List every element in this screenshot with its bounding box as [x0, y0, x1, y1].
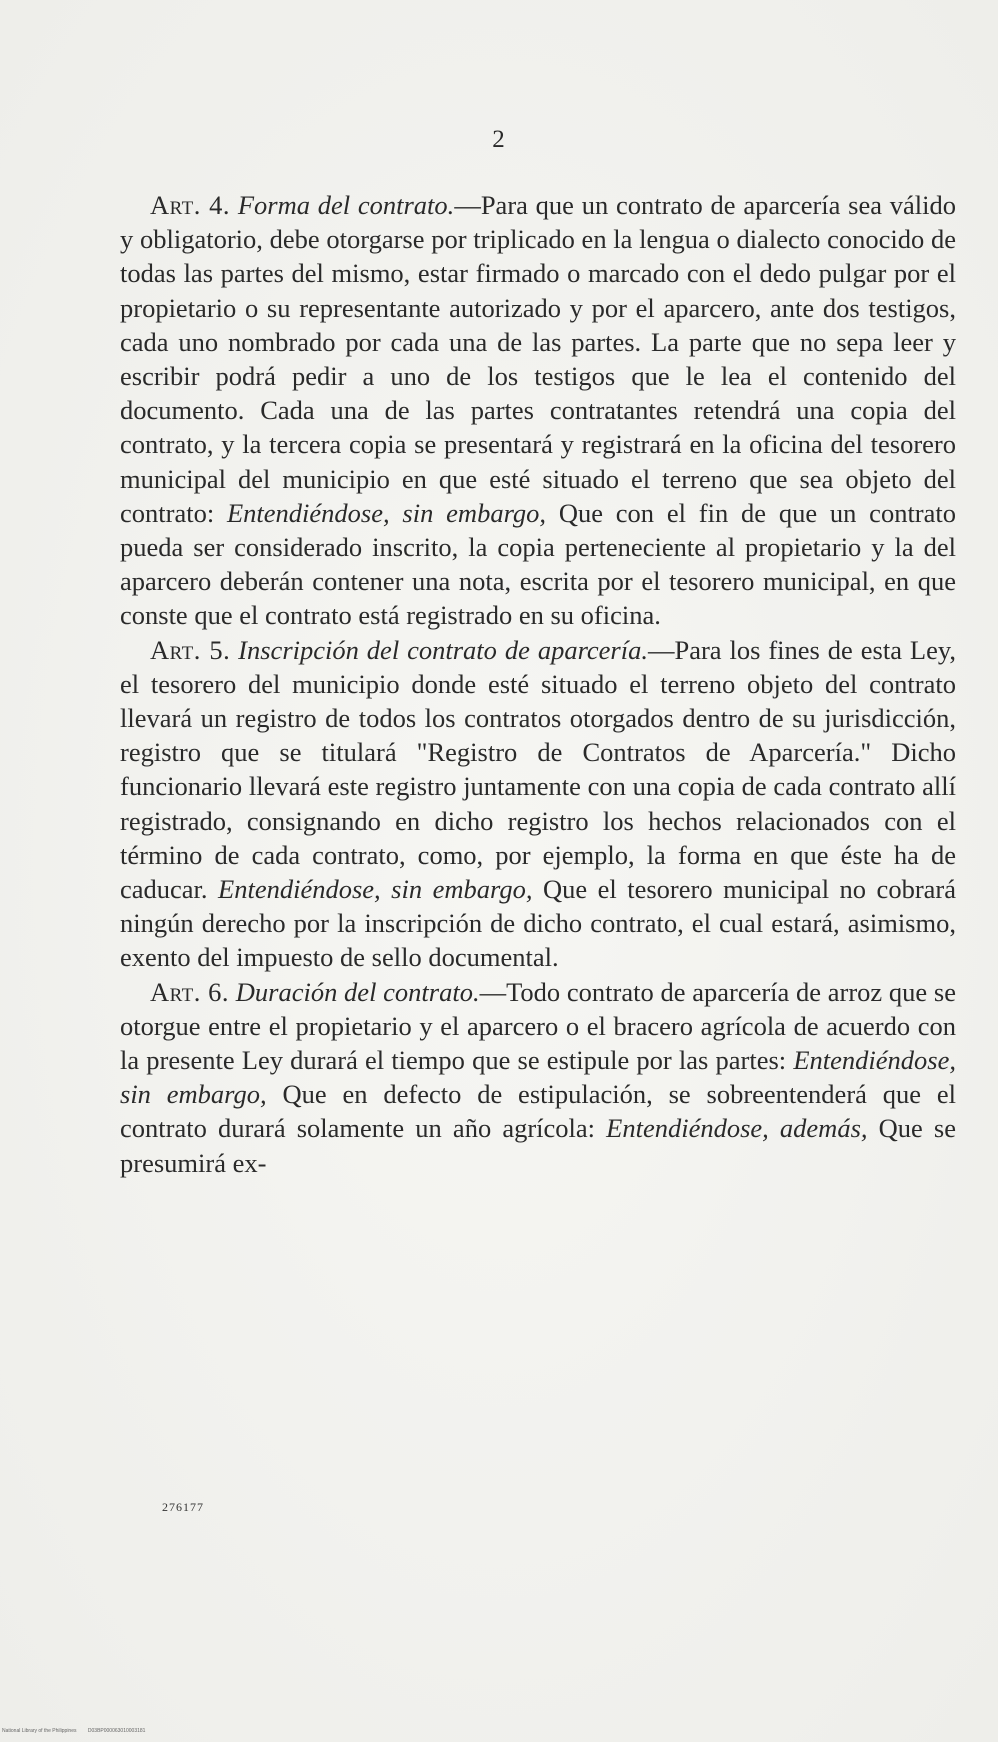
article-text: —Para que un contrato de aparcería sea válido y obligatorio, debe otorgarse por triplicado en la lengua o dialecto conocido de todas las partes del mismo, estar firmado o marcado con el dedo pulgar por el propietario o su representante autorizado y por el aparcero, ante dos testigos, cada uno nombrado por cada una de las partes. La parte que no sepa leer y escribir podrá pedir a uno de los testigos que le lea el contenido del documento. Cada una de las partes contratantes retendrá una copia del contrato, y la tercera copia se presentará y registrará en la oficina del tesorero municipal del municipio en que esté situado el terreno que sea objeto del contrato: — [120, 190, 957, 528]
article-5 — [120, 633, 956, 975]
library-footer — [2, 1728, 145, 1734]
article-title: Duración del contrato. — [235, 976, 480, 1007]
document-identifier: D03BP000063010003181 — [87, 1728, 146, 1734]
article-6 — [120, 975, 956, 1180]
article-text: Que con el fin de que un contrato pueda ser considerado inscrito, la copia perteneciente al propietario y la del aparcero deberán contener una nota, escrita por el tesorero municipal, en que conste que el contrato está registrado en su oficina. — [120, 497, 957, 631]
article-title: Forma del contrato. — [237, 190, 455, 220]
article-text: —Para los fines de esta Ley, el tesorero del municipio donde esté situado el terreno objeto del contrato llevará un registro de todos los contratos otorgados dentro de su jurisdicción, registro que se titulará "Registro de Contratos de Aparcería." Dicho funcionario llevará este registro juntamente con una copia de cada contrato allí registrado, consignando en dicho registro los hechos relacionados con el término de cada contrato, como, por ejemplo, la forma en que éste ha de caducar. — [120, 634, 957, 905]
library-name: National Library of the Philippines — [2, 1728, 77, 1734]
article-title: Inscripción del contrato de aparcería. — [238, 634, 648, 665]
article-label: Art. 5. — [150, 634, 231, 665]
printer-code: 276177 — [162, 1500, 204, 1514]
article-text: Que en defecto de estipulación, se sobreentenderá que el contrato durará solamente un año agrícola: — [120, 1079, 956, 1144]
proviso-phrase: Entendiéndose, sin embargo, — [120, 1045, 956, 1110]
article-text: Que el tesorero municipal no cobrará ningún derecho por la inscripción de dicho contrato, el cual estará, asimismo, exento del impuesto de sello documental. — [120, 874, 956, 973]
proviso-phrase: Entendiéndose, además, — [606, 1113, 868, 1144]
article-label: Art. 4. — [150, 190, 231, 220]
article-text: Que se presumirá ex- — [120, 1113, 956, 1178]
article-4 — [120, 188, 956, 633]
proviso-phrase: Entendiéndose, sin embargo, — [218, 874, 533, 905]
page-number: 2 — [492, 126, 506, 153]
document-body — [120, 188, 956, 1180]
article-text: —Todo contrato de aparcería de arroz que se otorgue entre el propietario y el aparcero o el bracero agrícola de acuerdo con la presente Ley durará el tiempo que se estipule por las partes: — [120, 976, 956, 1076]
proviso-phrase: Entendiéndose, sin embargo, — [227, 497, 547, 528]
article-label: Art. 6. — [150, 976, 230, 1007]
